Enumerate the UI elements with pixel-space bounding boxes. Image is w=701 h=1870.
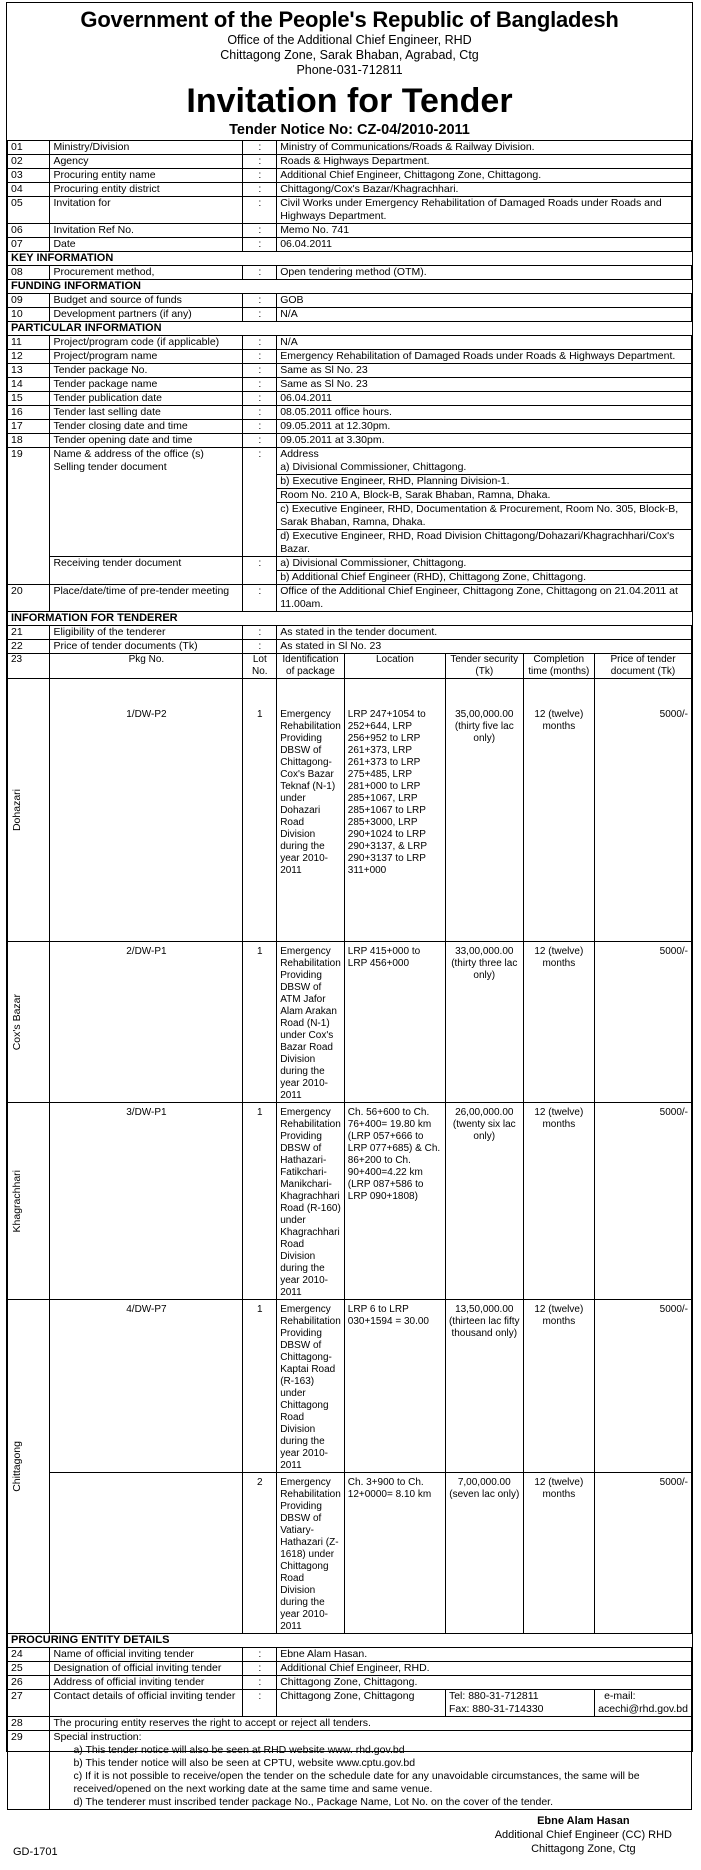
section-title: INFORMATION FOR TENDERER [8, 612, 692, 626]
receiving-office: b) Additional Chief Engineer (RHD), Chittagong Zone, Chittagong. [277, 570, 691, 584]
row-number: 03 [8, 169, 50, 183]
row-number: 11 [8, 336, 50, 350]
info-row [8, 434, 692, 448]
row-colon: : [243, 1690, 277, 1717]
contact-phone-fax [445, 1690, 594, 1717]
info-row [8, 238, 692, 252]
completion-time: 12 (twelve) months [523, 1473, 594, 1634]
section-heading [8, 1634, 692, 1648]
row-value: Open tendering method (OTM). [277, 266, 692, 280]
info-row [8, 1662, 692, 1676]
row-number: 02 [8, 155, 50, 169]
division-cell [8, 1103, 50, 1300]
info-row [8, 197, 692, 224]
row-label [50, 448, 243, 557]
selling-office: Address [280, 448, 319, 460]
row-label: Tender package name [50, 378, 243, 392]
completion-time: 12 (twelve) months [523, 679, 594, 942]
section-title: PROCURING ENTITY DETAILS [8, 1634, 692, 1648]
row-label: Address of official inviting tender [50, 1676, 243, 1690]
division-cell [8, 1300, 50, 1634]
row-value: Chittagong Zone, Chittagong. [277, 1676, 692, 1690]
package-location: LRP 415+000 to LRP 456+000 [344, 942, 445, 1103]
package-row [8, 1473, 692, 1634]
package-number: 2/DW-P1 [50, 942, 243, 1103]
gd-code: GD-1701 [13, 1846, 58, 1858]
info-row [8, 183, 692, 197]
section-heading [8, 322, 692, 336]
info-row [8, 1648, 692, 1662]
tender-security: 7,00,000.00 (seven lac only) [445, 1473, 523, 1634]
section-title: KEY INFORMATION [8, 252, 692, 266]
office-address: Chittagong Zone, Sarak Bhaban, Agrabad, Ctg [220, 48, 479, 62]
row-colon: : [243, 392, 277, 406]
label-line: Name & address of the office (s) [53, 448, 204, 460]
package-identification: Emergency Rehabilitation Providing DBSW of Vatiary-Hathazari (Z-1618) under Chittagong Road Division during the year 2010-2011 [277, 1473, 345, 1634]
document-price: 5000/- [595, 942, 692, 1103]
row-label: Tender last selling date [50, 406, 243, 420]
package-row [8, 1103, 692, 1300]
lot-number: 1 [243, 942, 277, 1103]
instruction-item: c) If it is not possible to receive/open the tender on the schedule date for any unavoidable circumstances, the same will be received/opened on the next working date at the same time and same venue. [73, 1770, 640, 1795]
info-row [8, 585, 692, 612]
row-number: 07 [8, 238, 50, 252]
row-number: 13 [8, 364, 50, 378]
row-colon: : [243, 308, 277, 322]
info-row-19 [8, 448, 692, 557]
row-label: Invitation Ref No. [50, 224, 243, 238]
header-security: Tender security (Tk) [445, 654, 523, 679]
package-identification: Emergency Rehabilitation Providing DBSW of Chittagong-Cox's Bazar Teknaf (N-1) under Dohazari Road Division during the year 2010-2011 [277, 679, 345, 942]
row-label: Tender opening date and time [50, 434, 243, 448]
row-value: Roads & Highways Department. [277, 155, 692, 169]
row-label: Name of official inviting tender [50, 1648, 243, 1662]
selling-office: a) Divisional Commissioner, Chittagong. [280, 461, 467, 473]
row-value: 09.05.2011 at 3.30pm. [277, 434, 692, 448]
info-row-28 [8, 1717, 692, 1731]
instruction-item: b) This tender notice will also be seen at CPTU, website www.cptu.gov.bd [73, 1757, 416, 1769]
row-number: 27 [8, 1690, 50, 1717]
row-colon: : [243, 1676, 277, 1690]
section-heading [8, 280, 692, 294]
document-price: 5000/- [595, 1300, 692, 1473]
package-row [8, 942, 692, 1103]
package-location: Ch. 3+900 to Ch. 12+0000= 8.10 km [344, 1473, 445, 1634]
tender-security: 35,00,000.00 (thirty five lac only) [445, 679, 523, 942]
info-row [8, 626, 692, 640]
lot-number: 1 [243, 679, 277, 942]
row-label: Project/program code (if applicable) [50, 336, 243, 350]
row-label: Date [50, 238, 243, 252]
info-row [8, 294, 692, 308]
notice-header [7, 7, 692, 138]
row-colon: : [243, 448, 277, 557]
row-number: 06 [8, 224, 50, 238]
row-number: 22 [8, 640, 50, 654]
row-colon: : [243, 141, 277, 155]
info-row [8, 364, 692, 378]
package-number: 4/DW-P7 [50, 1300, 243, 1473]
signatory-name: Ebne Alam Hasan [537, 1815, 630, 1827]
package-header-row [8, 654, 692, 679]
row-label: Tender closing date and time [50, 420, 243, 434]
tender-notice-number: Tender Notice No: CZ-04/2010-2011 [229, 122, 470, 138]
row-colon: : [243, 169, 277, 183]
package-number: 3/DW-P1 [50, 1103, 243, 1300]
office-name: Office of the Additional Chief Engineer, RHD [227, 33, 472, 47]
package-identification: Emergency Rehabilitation Providing DBSW of Chittagong-Kaptai Road (R-163) under Chittagong Road Division during the year 2010-2011 [277, 1300, 345, 1473]
row-colon: : [243, 434, 277, 448]
row-label: Project/program name [50, 350, 243, 364]
row-number: 19 [8, 448, 50, 585]
instruction-item: a) This tender notice will also be seen at RHD website www. rhd.gov.bd [73, 1744, 405, 1756]
row-label: Place/date/time of pre-tender meeting [50, 585, 243, 612]
row-colon: : [243, 183, 277, 197]
section-title: FUNDING INFORMATION [8, 280, 692, 294]
info-row [8, 141, 692, 155]
row-label: Procuring entity district [50, 183, 243, 197]
row-value: As stated in the tender document. [277, 626, 692, 640]
row-value: 06.04.2011 [277, 392, 692, 406]
completion-time: 12 (twelve) months [523, 1103, 594, 1300]
row-colon: : [243, 350, 277, 364]
row-label: Contact details of official inviting tender [50, 1690, 243, 1717]
row-label: Procuring entity name [50, 169, 243, 183]
lot-number: 1 [243, 1103, 277, 1300]
row-label: Designation of official inviting tender [50, 1662, 243, 1676]
row-number: 24 [8, 1648, 50, 1662]
row-colon: : [243, 626, 277, 640]
header-lot: Lot No. [243, 654, 277, 679]
package-number [50, 1473, 243, 1634]
row-number: 15 [8, 392, 50, 406]
header-identification: Identification of package [277, 654, 345, 679]
row-colon: : [243, 238, 277, 252]
info-row [8, 336, 692, 350]
row-label: Procurement method, [50, 266, 243, 280]
row-number: 05 [8, 197, 50, 224]
row-colon: : [243, 420, 277, 434]
row-number: 26 [8, 1676, 50, 1690]
row-value: 06.04.2011 [277, 238, 692, 252]
row-number: 08 [8, 266, 50, 280]
row-value: N/A [277, 336, 692, 350]
row-number: 10 [8, 308, 50, 322]
row-number: 21 [8, 626, 50, 640]
contact-tel: Tel: 880-31-712811 [448, 1690, 539, 1702]
row-label: Eligibility of the tenderer [50, 626, 243, 640]
completion-time: 12 (twelve) months [523, 942, 594, 1103]
package-row [8, 679, 692, 942]
contact-fax: Fax: 880-31-714330 [448, 1703, 544, 1715]
row-number: 17 [8, 420, 50, 434]
row-label: Invitation for [50, 197, 243, 224]
row-colon: : [243, 406, 277, 420]
row-number: 09 [8, 294, 50, 308]
row-value: Ministry of Communications/Roads & Railway Division. [277, 141, 692, 155]
row-number: 28 [8, 1717, 50, 1731]
completion-time: 12 (twelve) months [523, 1300, 594, 1473]
email-address: acechi@rhd.gov.bd [598, 1703, 688, 1715]
info-row [8, 378, 692, 392]
receiving-offices [277, 557, 692, 585]
info-row [8, 640, 692, 654]
section-heading [8, 252, 692, 266]
selling-office: b) Executive Engineer, RHD, Planning Division-1. [277, 474, 691, 488]
row-number: 18 [8, 434, 50, 448]
info-row [8, 169, 692, 183]
info-row-29 [8, 1731, 692, 1810]
email-label: e-mail: [604, 1690, 636, 1702]
row-value: Ebne Alam Hasan. [277, 1648, 692, 1662]
section-heading [8, 612, 692, 626]
row-value: Civil Works under Emergency Rehabilitation of Damaged Roads under Roads and Highways Department. [277, 197, 692, 224]
package-location: LRP 6 to LRP 030+1594 = 30.00 [344, 1300, 445, 1473]
row-colon: : [243, 336, 277, 350]
row-label: Development partners (if any) [50, 308, 243, 322]
row-colon: : [243, 364, 277, 378]
lot-number: 1 [243, 1300, 277, 1473]
info-row [8, 1676, 692, 1690]
row-label: Tender publication date [50, 392, 243, 406]
package-row [8, 1300, 692, 1473]
document-price: 5000/- [595, 1103, 692, 1300]
division-cell [8, 942, 50, 1103]
tender-notice-page [6, 2, 693, 1858]
instruction-item: d) The tenderer must inscribed tender package No., Package Name, Lot No. on the cover of the tender. [73, 1796, 554, 1808]
signature-block [7, 1810, 692, 1870]
row-value: Office of the Additional Chief Engineer, Chittagong Zone, Chittagong on 21.04.2011 at 11.00am. [277, 585, 692, 612]
row-value: Memo No. 741 [277, 224, 692, 238]
government-heading: Government of the People's Republic of Bangladesh [80, 7, 619, 32]
info-row [8, 224, 692, 238]
signatory [495, 1814, 672, 1856]
header-price: Price of tender document (Tk) [595, 654, 692, 679]
page-title: Invitation for Tender [186, 82, 513, 120]
row-value: Additional Chief Engineer, Chittagong Zone, Chittagong. [277, 169, 692, 183]
row-colon: : [243, 197, 277, 224]
row-number: 16 [8, 406, 50, 420]
info-row [8, 155, 692, 169]
tender-info-table [7, 140, 692, 1810]
package-identification: Emergency Rehabilitation Providing DBSW of ATM Jafor Alam Arakan Road (N-1) under Cox's Bazar Road Division during the year 2010-2011 [277, 942, 345, 1103]
selling-office: c) Executive Engineer, RHD, Documentation & Procurement, Room No. 305, Block-B, Sarak Bhaban, Ramna, Dhaka. [277, 502, 691, 529]
label-line: Selling tender document [53, 461, 167, 473]
division-name: Dohazari [11, 788, 23, 832]
row-label: Ministry/Division [50, 141, 243, 155]
header-location: Location [344, 654, 445, 679]
document-price: 5000/- [595, 679, 692, 942]
selling-office: d) Executive Engineer, RHD, Road Division Chittagong/Dohazari/Khagrachhari/Cox's Bazar. [277, 529, 691, 556]
info-row [8, 392, 692, 406]
info-row-27 [8, 1690, 692, 1717]
info-row [8, 420, 692, 434]
info-row [8, 308, 692, 322]
section-title: PARTICULAR INFORMATION [8, 322, 692, 336]
header-pkg: Pkg No. [50, 654, 243, 679]
row-value: 08.05.2011 office hours. [277, 406, 692, 420]
office-phone: Phone-031-712811 [296, 63, 403, 77]
row-label: Agency [50, 155, 243, 169]
signatory-designation: Additional Chief Engineer (CC) RHD [494, 1829, 672, 1841]
row-colon: : [243, 585, 277, 612]
row-colon: : [243, 266, 277, 280]
division-name: Khagrachhari [11, 1169, 23, 1233]
division-name: Chittagong [11, 1441, 23, 1492]
info-row [8, 266, 692, 280]
row-value: GOB [277, 294, 692, 308]
signatory-place: Chittagong Zone, Ctg [531, 1843, 636, 1855]
package-number: 1/DW-P2 [50, 679, 243, 942]
row-value: As stated in Sl No. 23 [277, 640, 692, 654]
selling-office: Room No. 210 A, Block-B, Sarak Bhaban, Ramna, Dhaka. [277, 488, 691, 502]
row-colon: : [243, 640, 277, 654]
row-value: N/A [277, 308, 692, 322]
row-colon: : [243, 294, 277, 308]
row-number: 04 [8, 183, 50, 197]
info-row [8, 406, 692, 420]
contact-address: Chittagong Zone, Chittagong [277, 1690, 446, 1717]
document-price: 5000/- [595, 1473, 692, 1634]
row-colon: : [243, 378, 277, 392]
row-number: 14 [8, 378, 50, 392]
row-colon: : [243, 1662, 277, 1676]
special-instructions [50, 1731, 692, 1810]
row-value: Same as Sl No. 23 [277, 378, 692, 392]
row-colon: : [243, 557, 277, 585]
lot-number: 2 [243, 1473, 277, 1634]
division-name: Cox's Bazar [11, 993, 23, 1051]
row-label: Price of tender documents (Tk) [50, 640, 243, 654]
row-number: 20 [8, 585, 50, 612]
package-location: Ch. 56+600 to Ch. 76+400= 19.80 km (LRP 057+666 to LRP 077+685) & Ch. 86+200 to Ch. 90+400=4.22 km (LRP 087+586 to LRP 090+1808) [344, 1103, 445, 1300]
row-number: 12 [8, 350, 50, 364]
instructions-label: Special instruction: [53, 1731, 142, 1743]
package-identification: Emergency Rehabilitation Providing DBSW of Hathazari-Fatikchari-Manikchari-Khagrachhari Road (R-160) under Khagrachhari Road Division during the year 2010-2011 [277, 1103, 345, 1300]
info-row-19-receiving [8, 557, 692, 585]
tender-security: 33,00,000.00 (thirty three lac only) [445, 942, 523, 1103]
tender-security: 26,00,000.00 (twenty six lac only) [445, 1103, 523, 1300]
reservation-text: The procuring entity reserves the right to accept or reject all tenders. [50, 1717, 692, 1731]
row-value: Emergency Rehabilitation of Damaged Roads under Roads & Highways Department. [277, 350, 692, 364]
row-number: 23 [8, 654, 50, 679]
row-number: 01 [8, 141, 50, 155]
row-number: 29 [8, 1731, 50, 1810]
row-label: Tender package No. [50, 364, 243, 378]
row-value: Same as Sl No. 23 [277, 364, 692, 378]
row-value: 09.05.2011 at 12.30pm. [277, 420, 692, 434]
row-value: Chittagong/Cox's Bazar/Khagrachhari. [277, 183, 692, 197]
division-cell [8, 679, 50, 942]
row-colon: : [243, 224, 277, 238]
row-label: Budget and source of funds [50, 294, 243, 308]
row-colon: : [243, 1648, 277, 1662]
row-colon: : [243, 155, 277, 169]
row-label: Receiving tender document [50, 557, 243, 585]
row-number: 25 [8, 1662, 50, 1676]
contact-email-cell [595, 1690, 692, 1717]
row-value: Additional Chief Engineer, RHD. [277, 1662, 692, 1676]
selling-offices [277, 448, 692, 557]
info-row [8, 350, 692, 364]
receiving-office: a) Divisional Commissioner, Chittagong. [280, 557, 467, 569]
header-time: Completion time (months) [523, 654, 594, 679]
tender-security: 13,50,000.00 (thirteen lac fifty thousand only) [445, 1300, 523, 1473]
package-location: LRP 247+1054 to 252+644, LRP 256+952 to LRP 261+373, LRP 261+373 to LRP 275+485, LRP 281+000 to LRP 285+1067, LRP 285+1067 to LRP 285+3000, LRP 290+1024 to LRP 290+3137, & LRP 290+3137 to LRP 311+000 [344, 679, 445, 942]
